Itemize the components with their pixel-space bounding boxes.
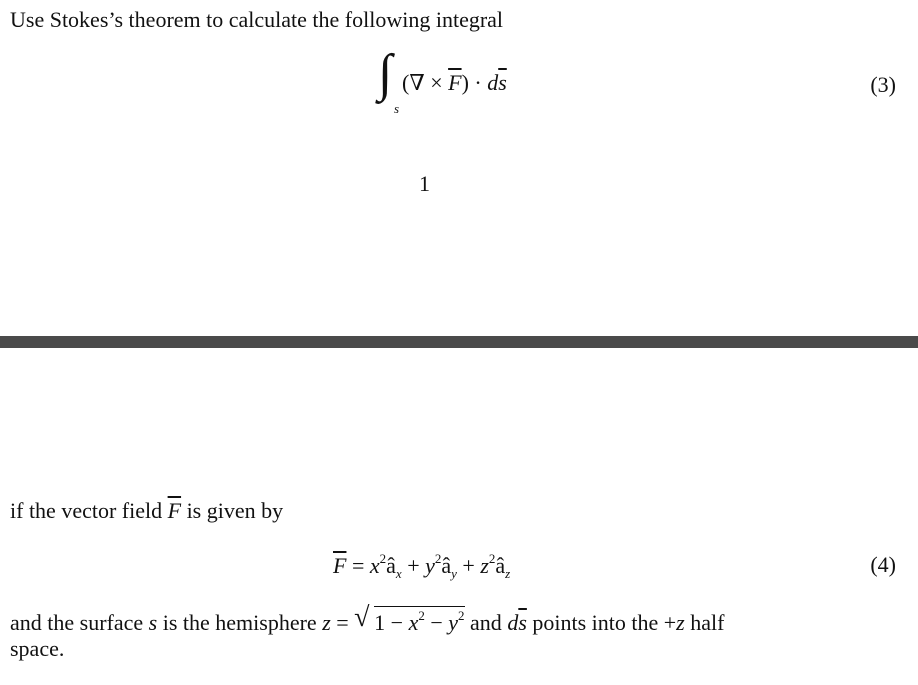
surface-sentence-continuation: space.	[10, 636, 65, 661]
sentence-part: and	[464, 610, 508, 635]
integral-sign: ∫	[378, 45, 393, 102]
symbol-s: s	[148, 610, 158, 635]
page-separator	[0, 336, 918, 348]
surface-sentence: and the surface s is the hemisphere z = √ $1 - x^2 - y^2$ and $d\overline{s}$ points into the +z half	[10, 602, 725, 635]
equation-number-3: (3)	[870, 72, 896, 97]
sentence-part: is the hemisphere	[157, 610, 323, 635]
sentence-part: points into the +	[526, 610, 677, 635]
vector-f-symbol: $\overline{F}$	[167, 498, 182, 523]
integral-subscript: s	[394, 101, 400, 116]
equation-number-4: (4)	[870, 552, 896, 577]
sentence-part: half	[684, 610, 725, 635]
vector-field-equation: $\overline{F}$ = $x^2â_x$ + $y^2â_y$ + $z^2â_z$	[333, 551, 511, 581]
vector-field-sentence	[10, 498, 283, 524]
square-root-expression: √ $1 - x^2 - y^2$	[354, 602, 465, 635]
sentence-part: is given by	[181, 498, 284, 523]
sentence-part: if the vector field	[10, 498, 168, 523]
integrand: (∇ × $\overline{F}) \cdot d\overline{s}$	[402, 70, 507, 95]
sentence-part: and the surface	[10, 610, 149, 635]
intro-text: Use Stokes’s theorem to calculate the following integral	[10, 7, 504, 32]
page-number: 1	[419, 171, 430, 196]
